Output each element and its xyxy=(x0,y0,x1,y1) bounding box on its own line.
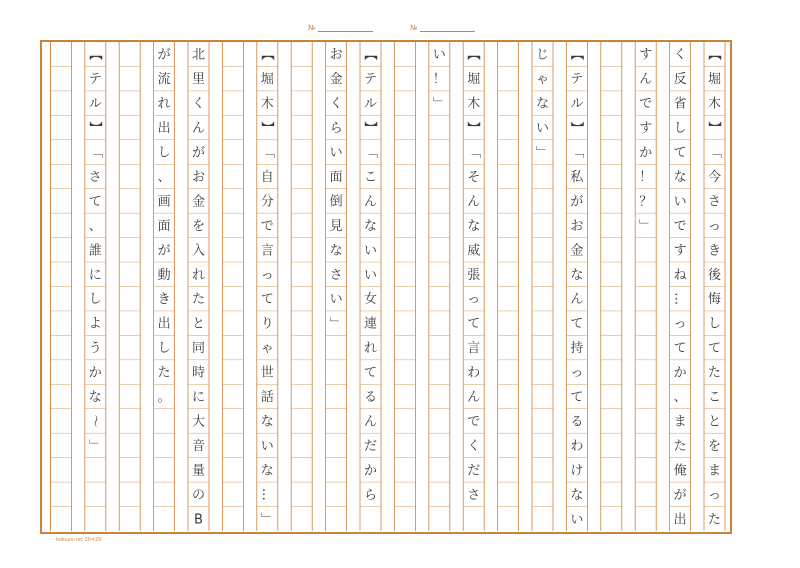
manuscript-char: な xyxy=(673,169,687,185)
manuscript-char: し xyxy=(673,121,687,137)
manuscript-char: ん xyxy=(570,292,584,308)
manuscript-char: ゃ xyxy=(535,72,550,88)
manuscript-char: て xyxy=(260,292,274,308)
manuscript-char: で xyxy=(673,218,687,234)
manuscript-char: な xyxy=(260,414,274,430)
manuscript-char: 。 xyxy=(157,390,171,406)
manuscript-char: く xyxy=(329,96,343,112)
manuscript-char: … xyxy=(671,292,687,306)
manuscript-char: て xyxy=(88,194,102,210)
manuscript-char: 反 xyxy=(673,72,687,88)
manuscript-char: 世 xyxy=(260,365,274,381)
manuscript-char: 、 xyxy=(673,390,687,406)
number-label: № xyxy=(308,24,316,32)
manuscript-char: い xyxy=(570,512,584,528)
manuscript-char: し xyxy=(157,145,171,161)
manuscript-char: 連 xyxy=(363,316,378,332)
manuscript-char: 】 xyxy=(86,121,102,135)
manuscript-column xyxy=(706,48,722,528)
manuscript-char: か xyxy=(673,365,687,381)
manuscript-char: 堀 xyxy=(467,72,481,88)
footer-label: kokuyo-rsc 20×20 xyxy=(56,537,102,543)
manuscript-char: と xyxy=(191,316,206,332)
manuscript-char: 」 xyxy=(637,218,653,232)
manuscript-char: 入 xyxy=(191,243,206,259)
manuscript-char: わ xyxy=(467,365,481,381)
manuscript-char: 【 xyxy=(258,47,274,61)
manuscript-char: る xyxy=(363,390,378,406)
manuscript-char: す xyxy=(639,121,653,137)
manuscript-char: わ xyxy=(570,438,584,454)
manuscript-char: き xyxy=(707,243,722,259)
manuscript-char: 出 xyxy=(673,512,687,528)
manuscript-char: 出 xyxy=(157,121,171,137)
manuscript-char: こ xyxy=(363,169,378,185)
manuscript-char: ル xyxy=(363,96,378,112)
manuscript-char: い xyxy=(260,438,274,454)
manuscript-char: お xyxy=(570,218,584,234)
manuscript-char: れ xyxy=(157,96,171,112)
manuscript-char: 木 xyxy=(467,96,481,112)
manuscript-char: っ xyxy=(707,218,722,234)
manuscript-char: さ xyxy=(707,194,722,210)
manuscript-char: 「 xyxy=(258,145,274,159)
manuscript-char: く xyxy=(191,96,206,112)
manuscript-char: な xyxy=(260,463,274,479)
manuscript-column xyxy=(158,48,171,405)
manuscript-char: ら xyxy=(363,487,378,503)
manuscript-char: 「 xyxy=(568,145,584,159)
manuscript-char: さ xyxy=(329,267,343,283)
manuscript-char: て xyxy=(673,341,687,357)
manuscript-char: さ xyxy=(467,487,481,503)
manuscript-grid xyxy=(42,42,729,531)
manuscript-char: て xyxy=(467,316,481,332)
manuscript-char: お xyxy=(191,169,206,185)
manuscript-char: 音 xyxy=(191,438,206,454)
manuscript-char: な xyxy=(570,267,584,283)
manuscript-char: 話 xyxy=(260,390,274,406)
manuscript-char: れ xyxy=(363,341,378,357)
manuscript-char: 張 xyxy=(467,267,481,283)
manuscript-char: す xyxy=(639,47,653,63)
manuscript-char: 俺 xyxy=(673,463,687,479)
manuscript-char: ！ xyxy=(432,72,446,88)
manuscript-char: ん xyxy=(467,390,481,406)
manuscript-char: お xyxy=(329,47,343,63)
manuscript-char: っ xyxy=(673,316,687,332)
manuscript-char: 言 xyxy=(260,243,274,259)
manuscript-char: ま xyxy=(707,463,722,479)
manuscript-char: 【 xyxy=(465,47,481,61)
manuscript-char: ？ xyxy=(639,194,653,210)
manuscript-char: だ xyxy=(363,438,378,454)
manuscript-char: 倒 xyxy=(329,194,343,210)
manuscript-char: 流 xyxy=(157,72,171,88)
manuscript-char: で xyxy=(467,414,481,430)
manuscript-char: っ xyxy=(260,267,274,283)
manuscript-char: 」 xyxy=(86,438,102,452)
manuscript-char: て xyxy=(673,145,687,161)
manuscript-char: た xyxy=(707,365,722,381)
manuscript-char: … xyxy=(258,487,274,501)
manuscript-char: よ xyxy=(88,316,102,332)
manuscript-column xyxy=(87,48,102,452)
manuscript-char: か xyxy=(88,365,102,381)
manuscript-char: け xyxy=(570,463,584,479)
manuscript-char: す xyxy=(673,243,687,259)
manuscript-char: 堀 xyxy=(260,72,274,88)
manuscript-char: を xyxy=(707,438,722,454)
manuscript-char: こ xyxy=(707,390,722,406)
manuscript-char: か xyxy=(639,145,653,161)
manuscript-char: し xyxy=(157,341,171,357)
manuscript-char: 木 xyxy=(707,96,722,112)
manuscript-char: 量 xyxy=(191,463,206,479)
manuscript-char: 【 xyxy=(362,47,377,61)
manuscript-column xyxy=(192,48,205,528)
manuscript-char: 】 xyxy=(465,121,481,135)
manuscript-char: 持 xyxy=(570,341,584,357)
manuscript-char: ん xyxy=(639,72,653,88)
manuscript-char: で xyxy=(639,96,653,112)
manuscript-char: 」 xyxy=(327,316,343,330)
manuscript-char: ん xyxy=(191,121,206,137)
manuscript-column xyxy=(465,48,480,503)
manuscript-char: 」 xyxy=(430,96,446,110)
manuscript-char: 【 xyxy=(86,47,102,61)
number-label: № xyxy=(410,24,418,32)
manuscript-char: 時 xyxy=(191,365,206,381)
manuscript-char: ね xyxy=(673,267,687,283)
manuscript-char: い xyxy=(673,194,687,210)
manuscript-char: 【 xyxy=(568,47,584,61)
manuscript-char: 出 xyxy=(157,316,171,332)
manuscript-char: に xyxy=(191,390,206,406)
manuscript-char: 】 xyxy=(258,121,274,135)
manuscript-char: 後 xyxy=(707,267,722,283)
manuscript-char: じ xyxy=(535,47,550,63)
manuscript-column xyxy=(431,48,446,110)
manuscript-char: て xyxy=(570,390,584,406)
manuscript-char: い xyxy=(329,145,343,161)
manuscript-char: な xyxy=(467,218,481,234)
manuscript-char: が xyxy=(673,487,687,503)
manuscript-column xyxy=(568,48,584,528)
manuscript-char: っ xyxy=(467,292,481,308)
manuscript-char: ル xyxy=(88,96,102,112)
manuscript-sheet xyxy=(40,40,732,534)
manuscript-char: ゃ xyxy=(260,341,274,357)
manuscript-char: な xyxy=(535,96,550,112)
manuscript-char: た xyxy=(191,292,206,308)
manuscript-char: ま xyxy=(673,414,687,430)
manuscript-char: を xyxy=(191,218,206,234)
manuscript-char: 」 xyxy=(258,512,274,526)
manuscript-char: 自 xyxy=(260,169,274,185)
manuscript-char: ん xyxy=(363,414,378,430)
manuscript-char: た xyxy=(673,438,687,454)
manuscript-column xyxy=(534,48,549,159)
manuscript-char: 悔 xyxy=(707,292,722,308)
manuscript-char: ル xyxy=(570,96,584,112)
manuscript-char: い xyxy=(363,243,378,259)
manuscript-char: 面 xyxy=(157,218,171,234)
manuscript-char: で xyxy=(260,218,274,234)
manuscript-char: 北 xyxy=(191,47,206,63)
manuscript-char: い xyxy=(535,121,550,137)
manuscript-char: か xyxy=(363,463,378,479)
manuscript-char: し xyxy=(707,316,722,332)
manuscript-char: 省 xyxy=(673,96,687,112)
manuscript-char: 威 xyxy=(467,243,481,259)
manuscript-char: な xyxy=(570,487,584,503)
manuscript-char: た xyxy=(707,512,722,528)
manuscript-char: な xyxy=(363,218,378,234)
manuscript-char: さ xyxy=(88,169,102,185)
manuscript-char: い xyxy=(329,292,343,308)
manuscript-char: 〜 xyxy=(86,414,102,428)
manuscript-char: そ xyxy=(467,169,481,185)
manuscript-char: な xyxy=(88,390,102,406)
manuscript-char: く xyxy=(467,438,481,454)
manuscript-char: き xyxy=(157,292,171,308)
manuscript-char: 「 xyxy=(706,145,721,159)
manuscript-char: 】 xyxy=(568,121,584,135)
manuscript-char: 【 xyxy=(706,47,721,61)
manuscript-char: 堀 xyxy=(707,72,722,88)
manuscript-char: く xyxy=(673,47,687,63)
manuscript-char: し xyxy=(88,292,102,308)
manuscript-char: 里 xyxy=(191,72,206,88)
number-field-2 xyxy=(410,24,475,32)
manuscript-char: だ xyxy=(467,463,481,479)
manuscript-char: 私 xyxy=(570,169,584,185)
manuscript-char: 分 xyxy=(260,194,274,210)
manuscript-char: ら xyxy=(329,121,343,137)
manuscript-char: ！ xyxy=(639,169,653,185)
manuscript-char: が xyxy=(191,145,206,161)
manuscript-char: っ xyxy=(570,365,584,381)
manuscript-column xyxy=(362,48,377,503)
manuscript-char: 女 xyxy=(363,292,378,308)
manuscript-char: 言 xyxy=(467,341,481,357)
manuscript-char: が xyxy=(570,194,584,210)
manuscript-char: っ xyxy=(707,487,722,503)
manuscript-char: れ xyxy=(191,267,206,283)
manuscript-char: テ xyxy=(88,72,102,88)
manuscript-char: 金 xyxy=(191,194,206,210)
manuscript-char: い xyxy=(432,47,446,63)
manuscript-char: が xyxy=(157,243,171,259)
manuscript-char: 大 xyxy=(191,414,206,430)
manuscript-char: う xyxy=(88,341,102,357)
manuscript-char: に xyxy=(88,267,102,283)
manuscript-char: の xyxy=(191,487,206,503)
manuscript-char: 、 xyxy=(157,169,171,185)
manuscript-char: て xyxy=(363,365,378,381)
manuscript-char: 「 xyxy=(86,145,102,159)
number-field-1 xyxy=(308,24,373,32)
manuscript-char: 「 xyxy=(362,145,377,159)
manuscript-char: 】 xyxy=(706,121,721,135)
manuscript-char: ん xyxy=(467,194,481,210)
manuscript-char: 木 xyxy=(260,96,274,112)
manuscript-char: ん xyxy=(363,194,378,210)
manuscript-column xyxy=(672,48,687,528)
manuscript-char: 金 xyxy=(570,243,584,259)
manuscript-char: 誰 xyxy=(88,243,102,259)
manuscript-char: り xyxy=(260,316,274,332)
manuscript-char: た xyxy=(157,365,171,381)
manuscript-char: い xyxy=(363,267,378,283)
manuscript-char: な xyxy=(329,243,343,259)
manuscript-char: て xyxy=(707,341,722,357)
manuscript-char: 「 xyxy=(465,145,481,159)
manuscript-char: る xyxy=(570,414,584,430)
manuscript-char: テ xyxy=(363,72,378,88)
manuscript-char: 画 xyxy=(157,194,171,210)
manuscript-char: 面 xyxy=(329,169,343,185)
manuscript-char: と xyxy=(707,414,722,430)
manuscript-char: 、 xyxy=(88,218,102,234)
manuscript-char: が xyxy=(157,47,171,63)
manuscript-char: 動 xyxy=(157,267,171,283)
manuscript-char: B xyxy=(194,512,203,528)
manuscript-char: 同 xyxy=(191,341,206,357)
manuscript-char: て xyxy=(570,316,584,332)
manuscript-char: 金 xyxy=(329,72,343,88)
manuscript-char: 今 xyxy=(707,169,722,185)
manuscript-char: テ xyxy=(570,72,584,88)
manuscript-char: 見 xyxy=(329,218,343,234)
manuscript-char: 」 xyxy=(534,145,549,159)
manuscript-char: 】 xyxy=(362,121,377,135)
